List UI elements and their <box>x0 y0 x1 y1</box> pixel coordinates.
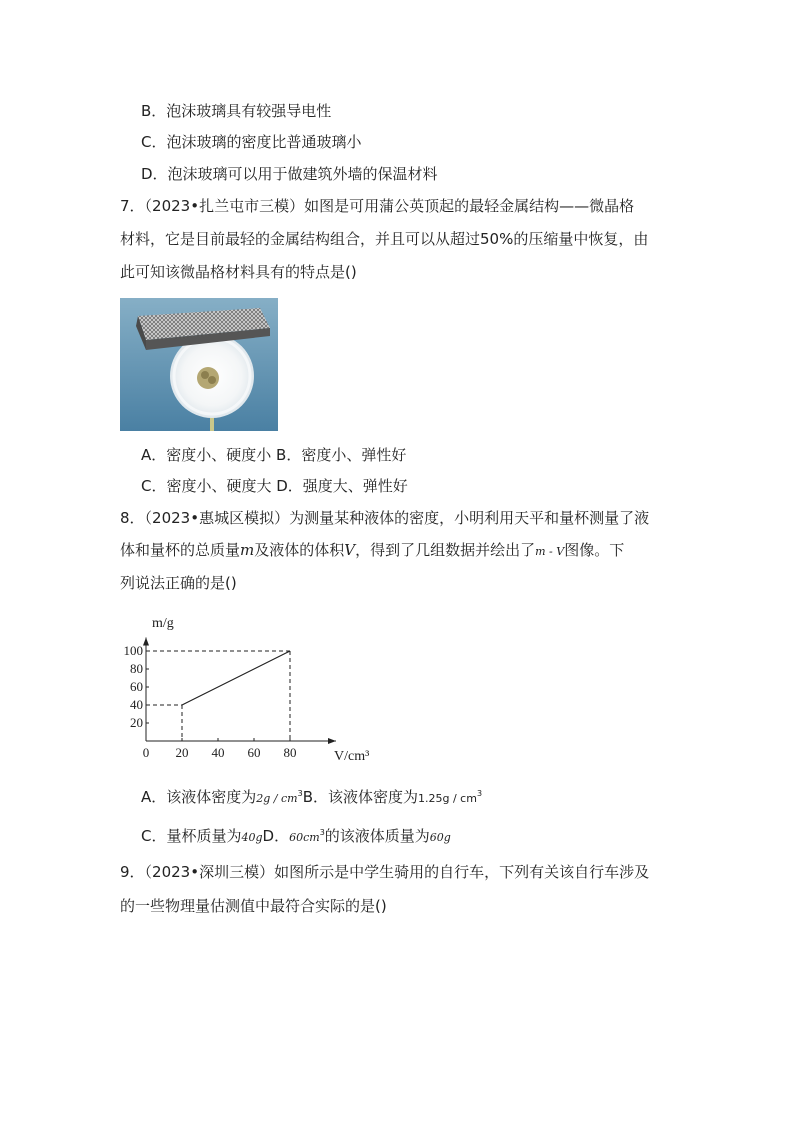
q8-option-c-text: C．量杯质量为 <box>141 827 242 845</box>
q8-text: 图像。下 <box>564 541 625 559</box>
x-tick-label: 40 <box>211 745 225 760</box>
dandelion-lattice-photo <box>120 298 278 431</box>
q9-stem-line-2: 的一些物理量估测值中最符合实际的是() <box>120 897 387 915</box>
x-tick-label: 20 <box>175 745 189 760</box>
q7-stem-line-3: 此可知该微晶格材料具有的特点是() <box>120 263 357 281</box>
q8-option-b-value: 1.25g / cm <box>418 792 477 805</box>
q8-options-row-2 <box>141 823 451 848</box>
x-tick-label: 60 <box>247 745 261 760</box>
series-line <box>182 651 290 705</box>
symbol-v: V <box>344 541 356 559</box>
q8-option-d-label: D． <box>262 827 290 845</box>
q7-options-row-2: C．密度小、硬度大 D．强度大、弹性好 <box>141 477 408 495</box>
q8-stem-line-3: 列说法正确的是() <box>120 574 237 592</box>
q8-stem-line-1: 8．（2023•惠城区模拟）为测量某种液体的密度，小明利用天平和量杯测量了液 <box>120 509 650 527</box>
y-tick-label: 40 <box>130 697 143 712</box>
y-tick-label: 20 <box>130 715 143 730</box>
mass-volume-graph <box>120 605 390 765</box>
x-axis-label: V/cm³ <box>334 749 370 764</box>
q8-text: ，得到了几组数据并绘出了 <box>355 541 536 559</box>
y-tick-label: 60 <box>130 679 143 694</box>
q7-options-row-1: A．密度小、硬度小 B．密度小、弹性好 <box>141 446 407 464</box>
y-axis-arrow <box>143 638 149 646</box>
y-axis-label: m/g <box>152 616 174 631</box>
graph-axes <box>143 638 336 745</box>
q8-text: 体和量杯的总质量 <box>120 541 241 559</box>
x-tick-label: 80 <box>283 745 297 760</box>
q8-option-a-text: A．该液体密度为 <box>141 788 257 806</box>
superscript-3: 3 <box>297 789 303 798</box>
symbol-m: m <box>240 541 255 559</box>
graph-series <box>182 651 290 705</box>
q6-option-d: D．泡沫玻璃可以用于做建筑外墙的保温材料 <box>141 165 438 183</box>
q7-stem-line-1: 7．（2023•扎兰屯市三模）如图是可用蒲公英顶起的最轻金属结构——微晶格 <box>120 197 635 215</box>
q6-option-c: C．泡沫玻璃的密度比普通玻璃小 <box>141 133 362 151</box>
graph-guides <box>146 651 290 741</box>
q8-options-row-1 <box>141 784 482 809</box>
q8-stem-line-2 <box>120 540 624 562</box>
q8-text: 及液体的体积 <box>254 541 345 559</box>
symbol-m-v: m - V <box>535 545 565 558</box>
x-axis-arrow <box>328 738 336 744</box>
y-tick-label: 80 <box>130 661 143 676</box>
q8-option-b-text: B．该液体密度为 <box>302 788 418 806</box>
dandelion-lattice-image <box>120 298 278 431</box>
q8-option-a-value: 2g / cm <box>256 792 298 805</box>
q8-option-d-mass: 60g <box>429 831 451 844</box>
q8-option-d-text: 的该液体质量为 <box>324 827 430 845</box>
q6-option-b: B．泡沫玻璃具有较强导电性 <box>141 102 332 120</box>
x-tick-label: 0 <box>142 745 150 760</box>
superscript-3: 3 <box>319 828 325 837</box>
superscript-3: 3 <box>476 789 483 798</box>
q7-stem-line-2: 材料，它是目前最轻的金属结构组合，并且可以从超过50%的压缩量中恢复，由 <box>120 230 649 248</box>
y-tick-label: 100 <box>123 643 143 658</box>
q9-stem-line-1: 9．（2023•深圳三模）如图所示是中学生骑用的自行车，下列有关该自行车涉及 <box>120 863 650 881</box>
q8-option-d-volume: 60cm <box>289 831 320 844</box>
q8-option-c-value: 40g <box>241 831 263 844</box>
